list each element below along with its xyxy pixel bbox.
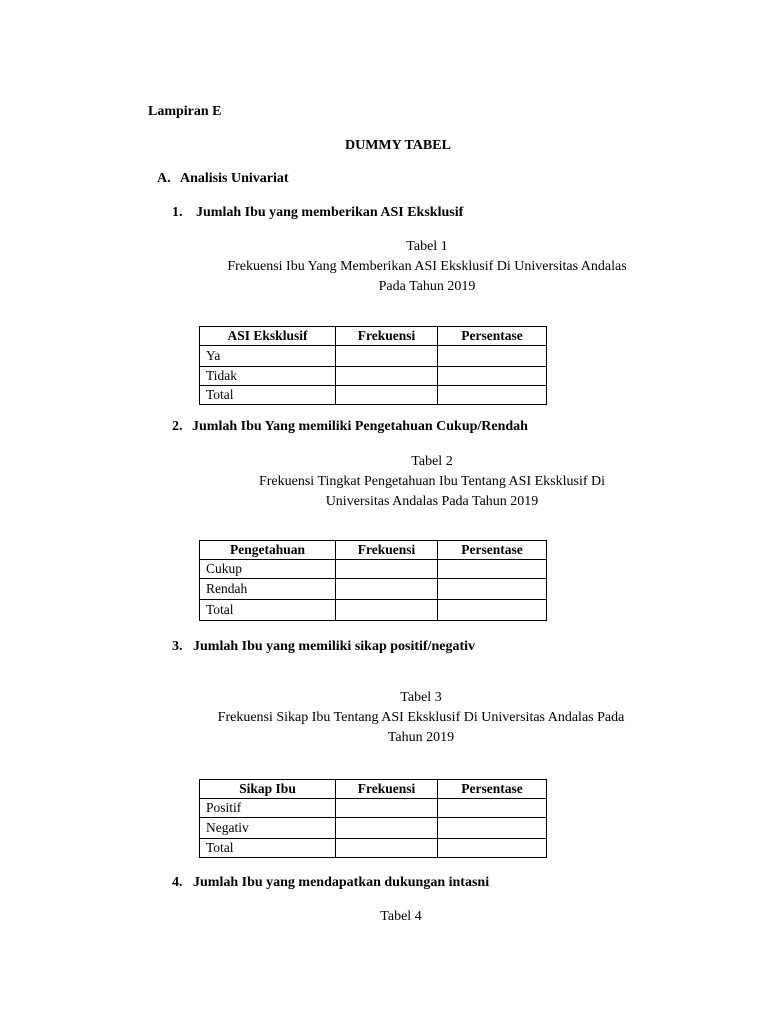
section-a-title: Analisis Univariat xyxy=(180,171,289,186)
table-cell: Total xyxy=(200,839,336,858)
table-header-row xyxy=(200,780,547,799)
table-cell xyxy=(336,346,438,367)
item-4-number: 4. xyxy=(172,875,183,890)
column-header: Persentase xyxy=(438,327,547,346)
table-row xyxy=(200,799,547,818)
table-cell: Total xyxy=(200,386,336,405)
table-cell xyxy=(438,386,547,405)
table-cell: Negativ xyxy=(200,818,336,839)
table-row xyxy=(200,600,547,621)
table-header-row xyxy=(200,541,547,560)
table-cell xyxy=(438,560,547,579)
item-1-heading: Jumlah Ibu yang memberikan ASI Eksklusif xyxy=(196,205,464,220)
table-cell xyxy=(336,386,438,405)
table-3-label: Tabel 3 xyxy=(400,690,442,705)
table-cell xyxy=(336,367,438,386)
table-4-caption xyxy=(199,907,603,927)
table-cell xyxy=(336,579,438,600)
page-title: DUMMY TABEL xyxy=(345,138,451,153)
column-header: Sikap Ibu xyxy=(200,780,336,799)
table-cell xyxy=(336,818,438,839)
table-2-caption-line: Frekuensi Tingkat Pengetahuan Ibu Tentang ASI Eksklusif Di xyxy=(258,474,606,489)
table-cell: Total xyxy=(200,600,336,621)
table-cell: Cukup xyxy=(200,560,336,579)
table-3-caption-line: Frekuensi Sikap Ibu Tentang ASI Eksklusif Di Universitas Andalas Pada xyxy=(217,710,625,725)
table-row xyxy=(200,579,547,600)
table-1 xyxy=(199,326,547,405)
table-row xyxy=(200,346,547,367)
table-2-caption-line: Universitas Andalas Pada Tahun 2019 xyxy=(325,494,539,509)
table-1-caption-line: Frekuensi Ibu Yang Memberikan ASI Eksklusif Di Universitas Andalas xyxy=(227,259,627,274)
section-a-label: A. xyxy=(157,171,171,186)
column-header: ASI Eksklusif xyxy=(200,327,336,346)
table-cell: Positif xyxy=(200,799,336,818)
table-cell xyxy=(438,579,547,600)
item-4-heading: Jumlah Ibu yang mendapatkan dukungan intasni xyxy=(193,875,490,890)
table-cell xyxy=(438,799,547,818)
table-cell: Tidak xyxy=(200,367,336,386)
table-1-caption-line: Pada Tahun 2019 xyxy=(378,279,476,294)
table-1-caption xyxy=(199,237,655,297)
table-cell xyxy=(336,600,438,621)
table-row xyxy=(200,839,547,858)
table-cell xyxy=(438,600,547,621)
column-header: Frekuensi xyxy=(336,327,438,346)
table-cell xyxy=(336,560,438,579)
table-row xyxy=(200,560,547,579)
table-cell xyxy=(438,346,547,367)
column-header: Persentase xyxy=(438,541,547,560)
table-4-label: Tabel 4 xyxy=(380,909,422,924)
item-3-heading: Jumlah Ibu yang memiliki sikap positif/negativ xyxy=(193,639,476,654)
table-3-caption-line: Tahun 2019 xyxy=(387,730,455,745)
table-3-caption xyxy=(199,688,643,748)
table-3 xyxy=(199,779,547,858)
appendix-label: Lampiran E xyxy=(148,104,222,119)
table-cell xyxy=(336,839,438,858)
table-row xyxy=(200,818,547,839)
column-header: Frekuensi xyxy=(336,780,438,799)
table-cell xyxy=(438,818,547,839)
table-cell: Rendah xyxy=(200,579,336,600)
item-2-number: 2. xyxy=(172,419,183,434)
table-cell xyxy=(336,799,438,818)
table-1-label: Tabel 1 xyxy=(406,239,448,254)
column-header: Pengetahuan xyxy=(200,541,336,560)
table-row xyxy=(200,386,547,405)
table-2-label: Tabel 2 xyxy=(411,454,453,469)
table-header-row xyxy=(200,327,547,346)
item-3-number: 3. xyxy=(172,639,183,654)
table-cell: Ya xyxy=(200,346,336,367)
item-2-heading: Jumlah Ibu Yang memiliki Pengetahuan Cukup/Rendah xyxy=(192,419,528,434)
item-1-number: 1. xyxy=(172,205,183,220)
table-2-caption xyxy=(199,452,665,512)
table-row xyxy=(200,367,547,386)
column-header: Persentase xyxy=(438,780,547,799)
table-cell xyxy=(438,839,547,858)
table-2 xyxy=(199,540,547,621)
table-cell xyxy=(438,367,547,386)
column-header: Frekuensi xyxy=(336,541,438,560)
